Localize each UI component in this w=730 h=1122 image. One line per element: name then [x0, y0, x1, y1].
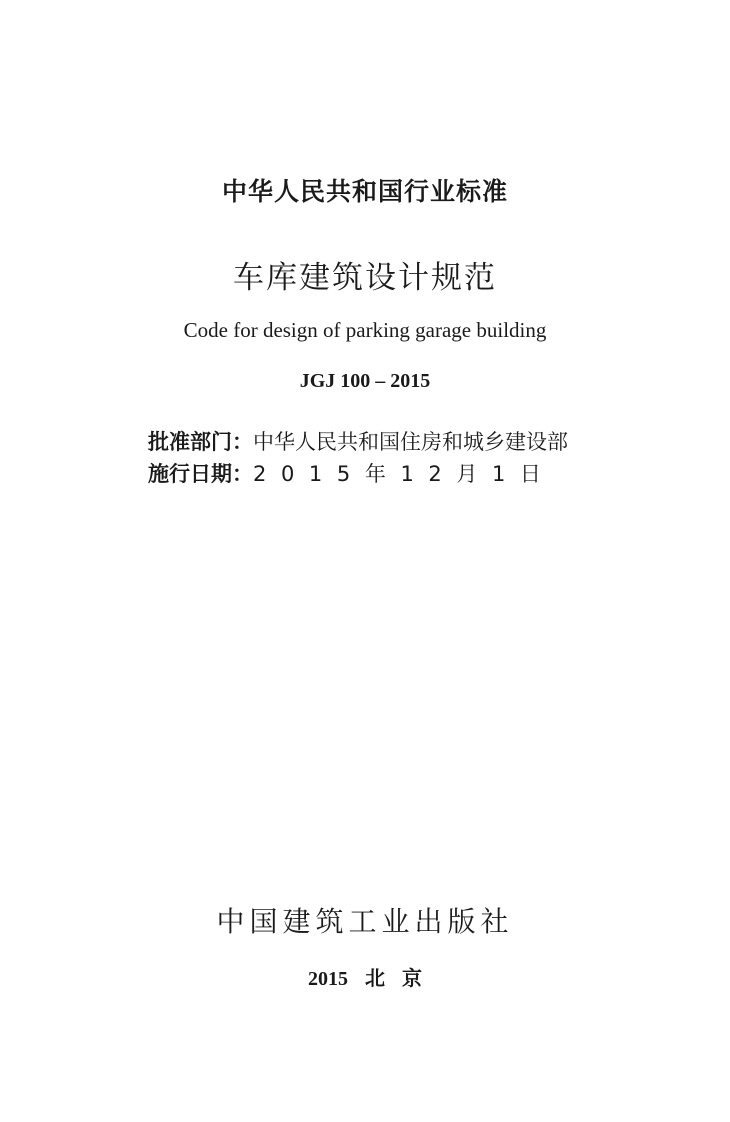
- publication-year: 2015: [308, 968, 349, 990]
- publication-place: [0, 962, 730, 991]
- title-english: Code for design of parking garage building: [183, 318, 547, 342]
- standard-code: JGJ 100 – 2015: [299, 370, 431, 392]
- publication-city: 北 京: [365, 966, 422, 990]
- standard-category: 中华人民共和国行业标准: [221, 177, 508, 206]
- publisher-name: 中国建筑工业出版社: [216, 905, 514, 938]
- title-chinese: 车库建筑设计规范: [233, 260, 497, 296]
- effective-date-label: 施行日期：: [148, 462, 253, 486]
- effective-date-value: 2015年12月1日: [253, 462, 556, 486]
- approval-value: 中华人民共和国住房和城乡建设部: [253, 430, 568, 454]
- effective-date-line: [148, 458, 556, 488]
- approval-line: [148, 426, 568, 456]
- approval-label: 批准部门：: [148, 430, 253, 454]
